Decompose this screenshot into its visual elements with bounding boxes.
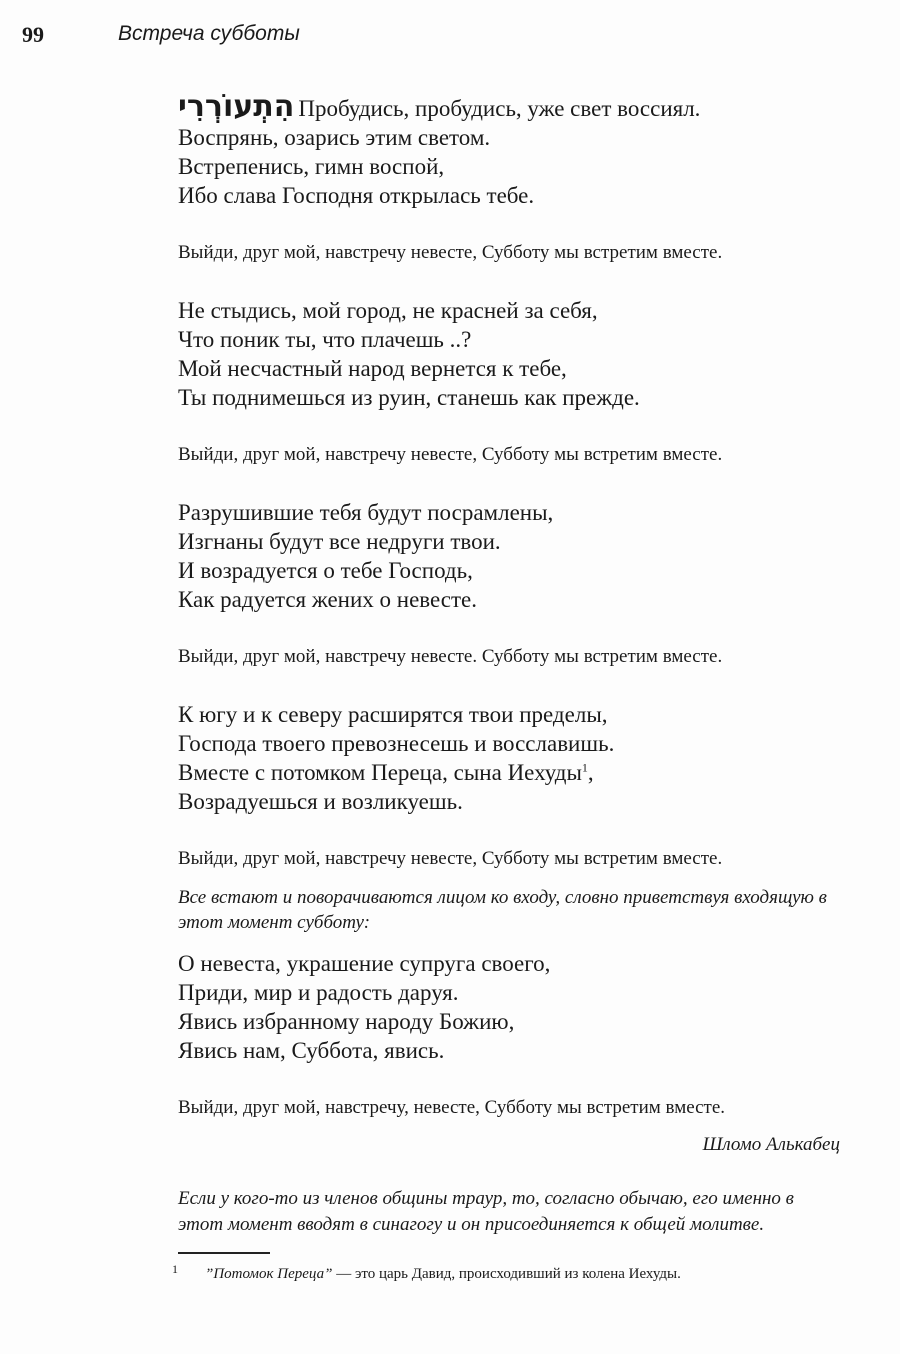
- poem-line: Явись избранному народу Божию,: [178, 1009, 515, 1034]
- page-number: 99: [22, 22, 44, 47]
- refrain: Выйди, друг мой, навстречу невесте, Субботу мы встретим вместе.: [178, 848, 723, 869]
- refrain: Выйди, друг мой, навстречу невесте, Субботу мы встретим вместе.: [178, 242, 723, 263]
- poem-line: О невеста, украшение супруга своего,: [178, 951, 551, 976]
- footnote-number: 1: [172, 1262, 178, 1276]
- footnote-text: — это царь Давид, происходивший из колена Иехуды.: [332, 1266, 681, 1282]
- stanza-3: [178, 498, 848, 614]
- poem-line: Ибо слава Господня открылась тебе.: [178, 183, 535, 208]
- mourning-note: Если у кого-то из членов общины траур, то, согласно обычаю, его именно в этот момент вводят в синагогу и он присоединяется к общей молитве.: [178, 1188, 794, 1235]
- poem-line-text: Вместе с потомком Переца, сына Иехуды: [178, 760, 582, 785]
- poem-line: Господа твоего превознесешь и восславишь.: [178, 731, 615, 756]
- running-title: Встреча субботы: [118, 22, 300, 45]
- stanza-4: [178, 700, 848, 816]
- poem-line: Не стыдись, мой город, не красней за себя,: [178, 298, 598, 323]
- poem-line-punct: ,: [587, 760, 594, 785]
- poem-line: Воспрянь, озарись этим светом.: [178, 125, 491, 150]
- poem-line-text: Пробудись, пробудись, уже свет воссиял.: [298, 96, 701, 121]
- instruction: Все встают и поворачиваются лицом ко входу, словно приветствуя входящую в этот момент субботу:: [178, 887, 827, 933]
- refrain: Выйди, друг мой, навстречу невесте. Субботу мы встретим вместе.: [178, 646, 723, 667]
- poem-line: [178, 89, 848, 124]
- refrain: Выйди, друг мой, навстречу невесте, Субботу мы встретим вместе.: [178, 444, 723, 465]
- poem-line: Разрушившие тебя будут посрамлены,: [178, 500, 554, 525]
- footnote-divider: [178, 1252, 270, 1254]
- poem-line: Что поник ты, что плачешь ..?: [178, 327, 472, 352]
- poem-line: Приди, мир и радость даруя.: [178, 980, 459, 1005]
- hebrew-opening-word: הִתְעוֹרְרִי: [178, 89, 295, 124]
- poem-line: И возрадуется о тебе Господь,: [178, 558, 473, 583]
- poem-line: Изгнаны будут все недруги твои.: [178, 529, 501, 554]
- poem-line: Ты поднимешься из руин, станешь как прежде.: [178, 385, 640, 410]
- page-content: [172, 89, 848, 1283]
- poem-line: К югу и к северу расширятся твои пределы,: [178, 702, 608, 727]
- poem-line: Как радуется жених о невесте.: [178, 587, 478, 612]
- poem-line: Явись нам, Суббота, явись.: [178, 1038, 445, 1063]
- stanza-5: [178, 949, 848, 1065]
- poem-line: Встрепенись, гимн воспой,: [178, 154, 445, 179]
- stanza-2: [178, 296, 848, 412]
- footnote-term: ”Потомок Переца”: [205, 1266, 333, 1282]
- poem-line: Возрадуешься и возликуешь.: [178, 789, 463, 814]
- poem-line: Мой несчастный народ вернется к тебе,: [178, 356, 567, 381]
- stanza-1: [178, 89, 848, 210]
- author: Шломо Алькабец: [702, 1134, 840, 1155]
- footnote-ref: 1: [581, 760, 588, 775]
- footnote: [172, 1262, 848, 1283]
- refrain: Выйди, друг мой, навстречу, невесте, Субботу мы встретим вместе.: [178, 1097, 726, 1118]
- poem-line: [178, 758, 848, 787]
